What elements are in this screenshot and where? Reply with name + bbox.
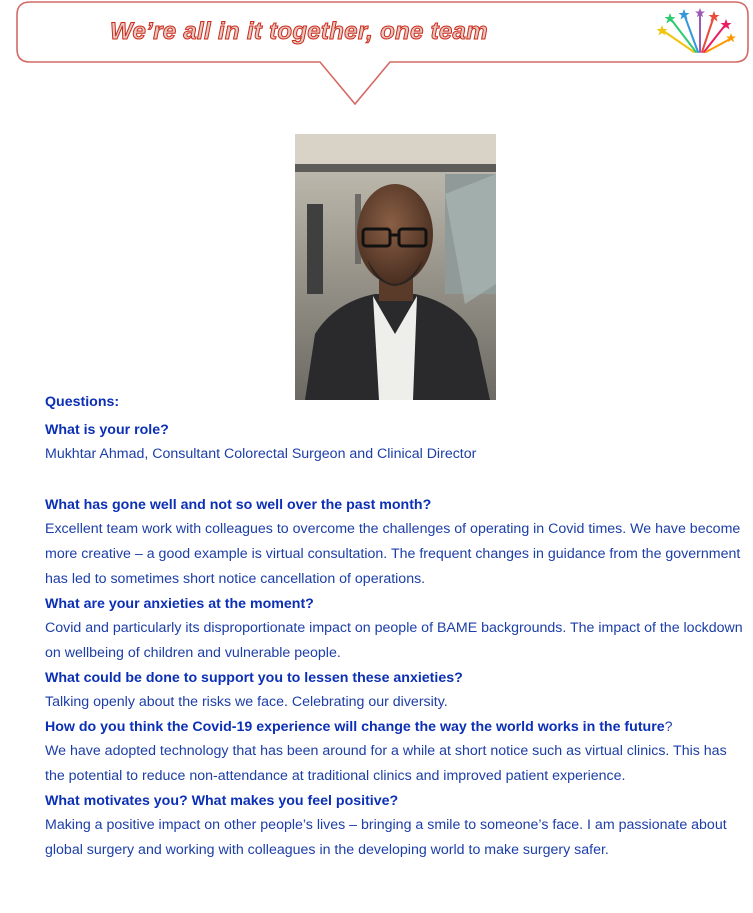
qa-item-support	[45, 666, 750, 715]
answer-line: Covid and particularly its disproportionate impact on people of BAME backgrounds. The impact of the lockdown	[45, 620, 743, 636]
question: What are your anxieties at the moment?	[45, 596, 314, 612]
question: What is your role?	[45, 422, 169, 438]
qa-item-future	[45, 715, 750, 789]
qa-item-role	[45, 418, 750, 467]
answer-line: Excellent team work with colleagues to overcome the challenges of operating in Covid times. We have become	[45, 521, 741, 537]
questions-heading: Questions:	[45, 394, 120, 410]
answer-line: has led to sometimes short notice cancellation of operations.	[45, 571, 426, 587]
question: What has gone well and not so well over the past month?	[45, 497, 432, 513]
answer-line: We have adopted technology that has been around for a while at short notice such as virtual clinics. This has	[45, 743, 727, 759]
spacer	[45, 467, 750, 493]
answer: Talking openly about the risks we face. Celebrating our diversity.	[45, 694, 448, 710]
answer-line: Making a positive impact on other people’s lives – bringing a smile to someone’s face. I am passionate about	[45, 817, 727, 833]
answer-line: more creative – a good example is virtual consultation. The frequent changes in guidance from the government	[45, 546, 741, 562]
answer: Mukhtar Ahmad, Consultant Colorectal Surgeon and Clinical Director	[45, 446, 477, 462]
question: What could be done to support you to lessen these anxieties?	[45, 670, 463, 686]
answer-line: global surgery and working with colleagues in the developing world to make surgery safer.	[45, 842, 609, 858]
page-title: We’re all in it together, one team	[110, 18, 488, 45]
interview-content	[45, 392, 750, 863]
question-row	[45, 715, 750, 739]
shooting-stars-icon	[656, 8, 736, 56]
speech-bubble-shape	[0, 0, 753, 110]
qa-item-motivation	[45, 789, 750, 863]
portrait-photo	[295, 134, 496, 400]
qa-item-past-month	[45, 493, 750, 592]
question: How do you think the Covid-19 experience will change the way the world works in the future	[45, 719, 665, 735]
question: What motivates you? What makes you feel positive?	[45, 793, 399, 809]
speech-bubble	[0, 0, 753, 110]
question-suffix: ?	[664, 719, 673, 735]
answer-line: the potential to reduce non-attendance at traditional clinics and improved patient experience.	[45, 768, 626, 784]
answer-line: on wellbeing of children and vulnerable people.	[45, 645, 341, 661]
qa-item-anxieties	[45, 592, 750, 666]
